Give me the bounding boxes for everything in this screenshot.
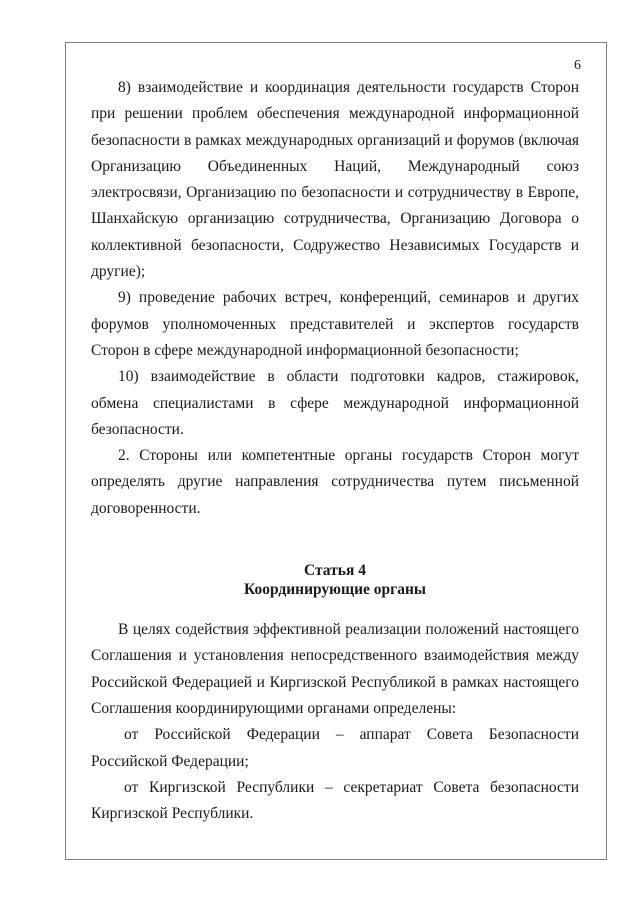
article-heading xyxy=(91,561,579,599)
paragraph-russia-body: от Российской Федерации – аппарат Совета Безопасности Российской Федерации; xyxy=(91,726,579,770)
paragraph-item-9: 9) проведение рабочих встреч, конференций, семинаров и других форумов уполномоченных представителей и экспертов государств Сторон в сфере международной информационной безопасности; xyxy=(91,289,579,359)
article-title: Координирующие органы xyxy=(244,581,426,599)
document-body xyxy=(91,75,579,827)
paragraph-item-10: 10) взаимодействие в области подготовки кадров, стажировок, обмена специалистами в сфере международной информационной безопасности. xyxy=(91,368,579,438)
paragraph-item-8: 8) взаимодействие и координация деятельности государств Сторон при решении проблем обеспечения международной информационной безопасности в рамках международных организаций и форумов (включая Организацию Объединенных Наций, Международный союз электросвязи, Организацию по безопасности и сотрудничеству в Европе, Шанхайскую организацию сотрудничества, Организацию Договора о коллективной безопасности, Содружество Независимых Государств и другие); xyxy=(91,79,579,281)
article-number: Статья 4 xyxy=(304,562,366,580)
page-number: 6 xyxy=(574,58,581,73)
article-body xyxy=(91,617,579,827)
paragraph-coordination-intro: В целях содействия эффективной реализации положений настоящего Соглашения и установления непосредственного взаимодействия между Российской Федерацией и Киргизской Республикой в рамках настоящего Соглашения координирующими органами определены: xyxy=(91,621,579,717)
paragraph-kyrgyz-body: от Киргизской Республики – секретариат Совета безопасности Киргизской Республики. xyxy=(91,778,579,823)
paragraph-clause-2: 2. Стороны или компетентные органы государств Сторон могут определять другие направления сотрудничества путем письменной договоренности. xyxy=(91,447,579,517)
